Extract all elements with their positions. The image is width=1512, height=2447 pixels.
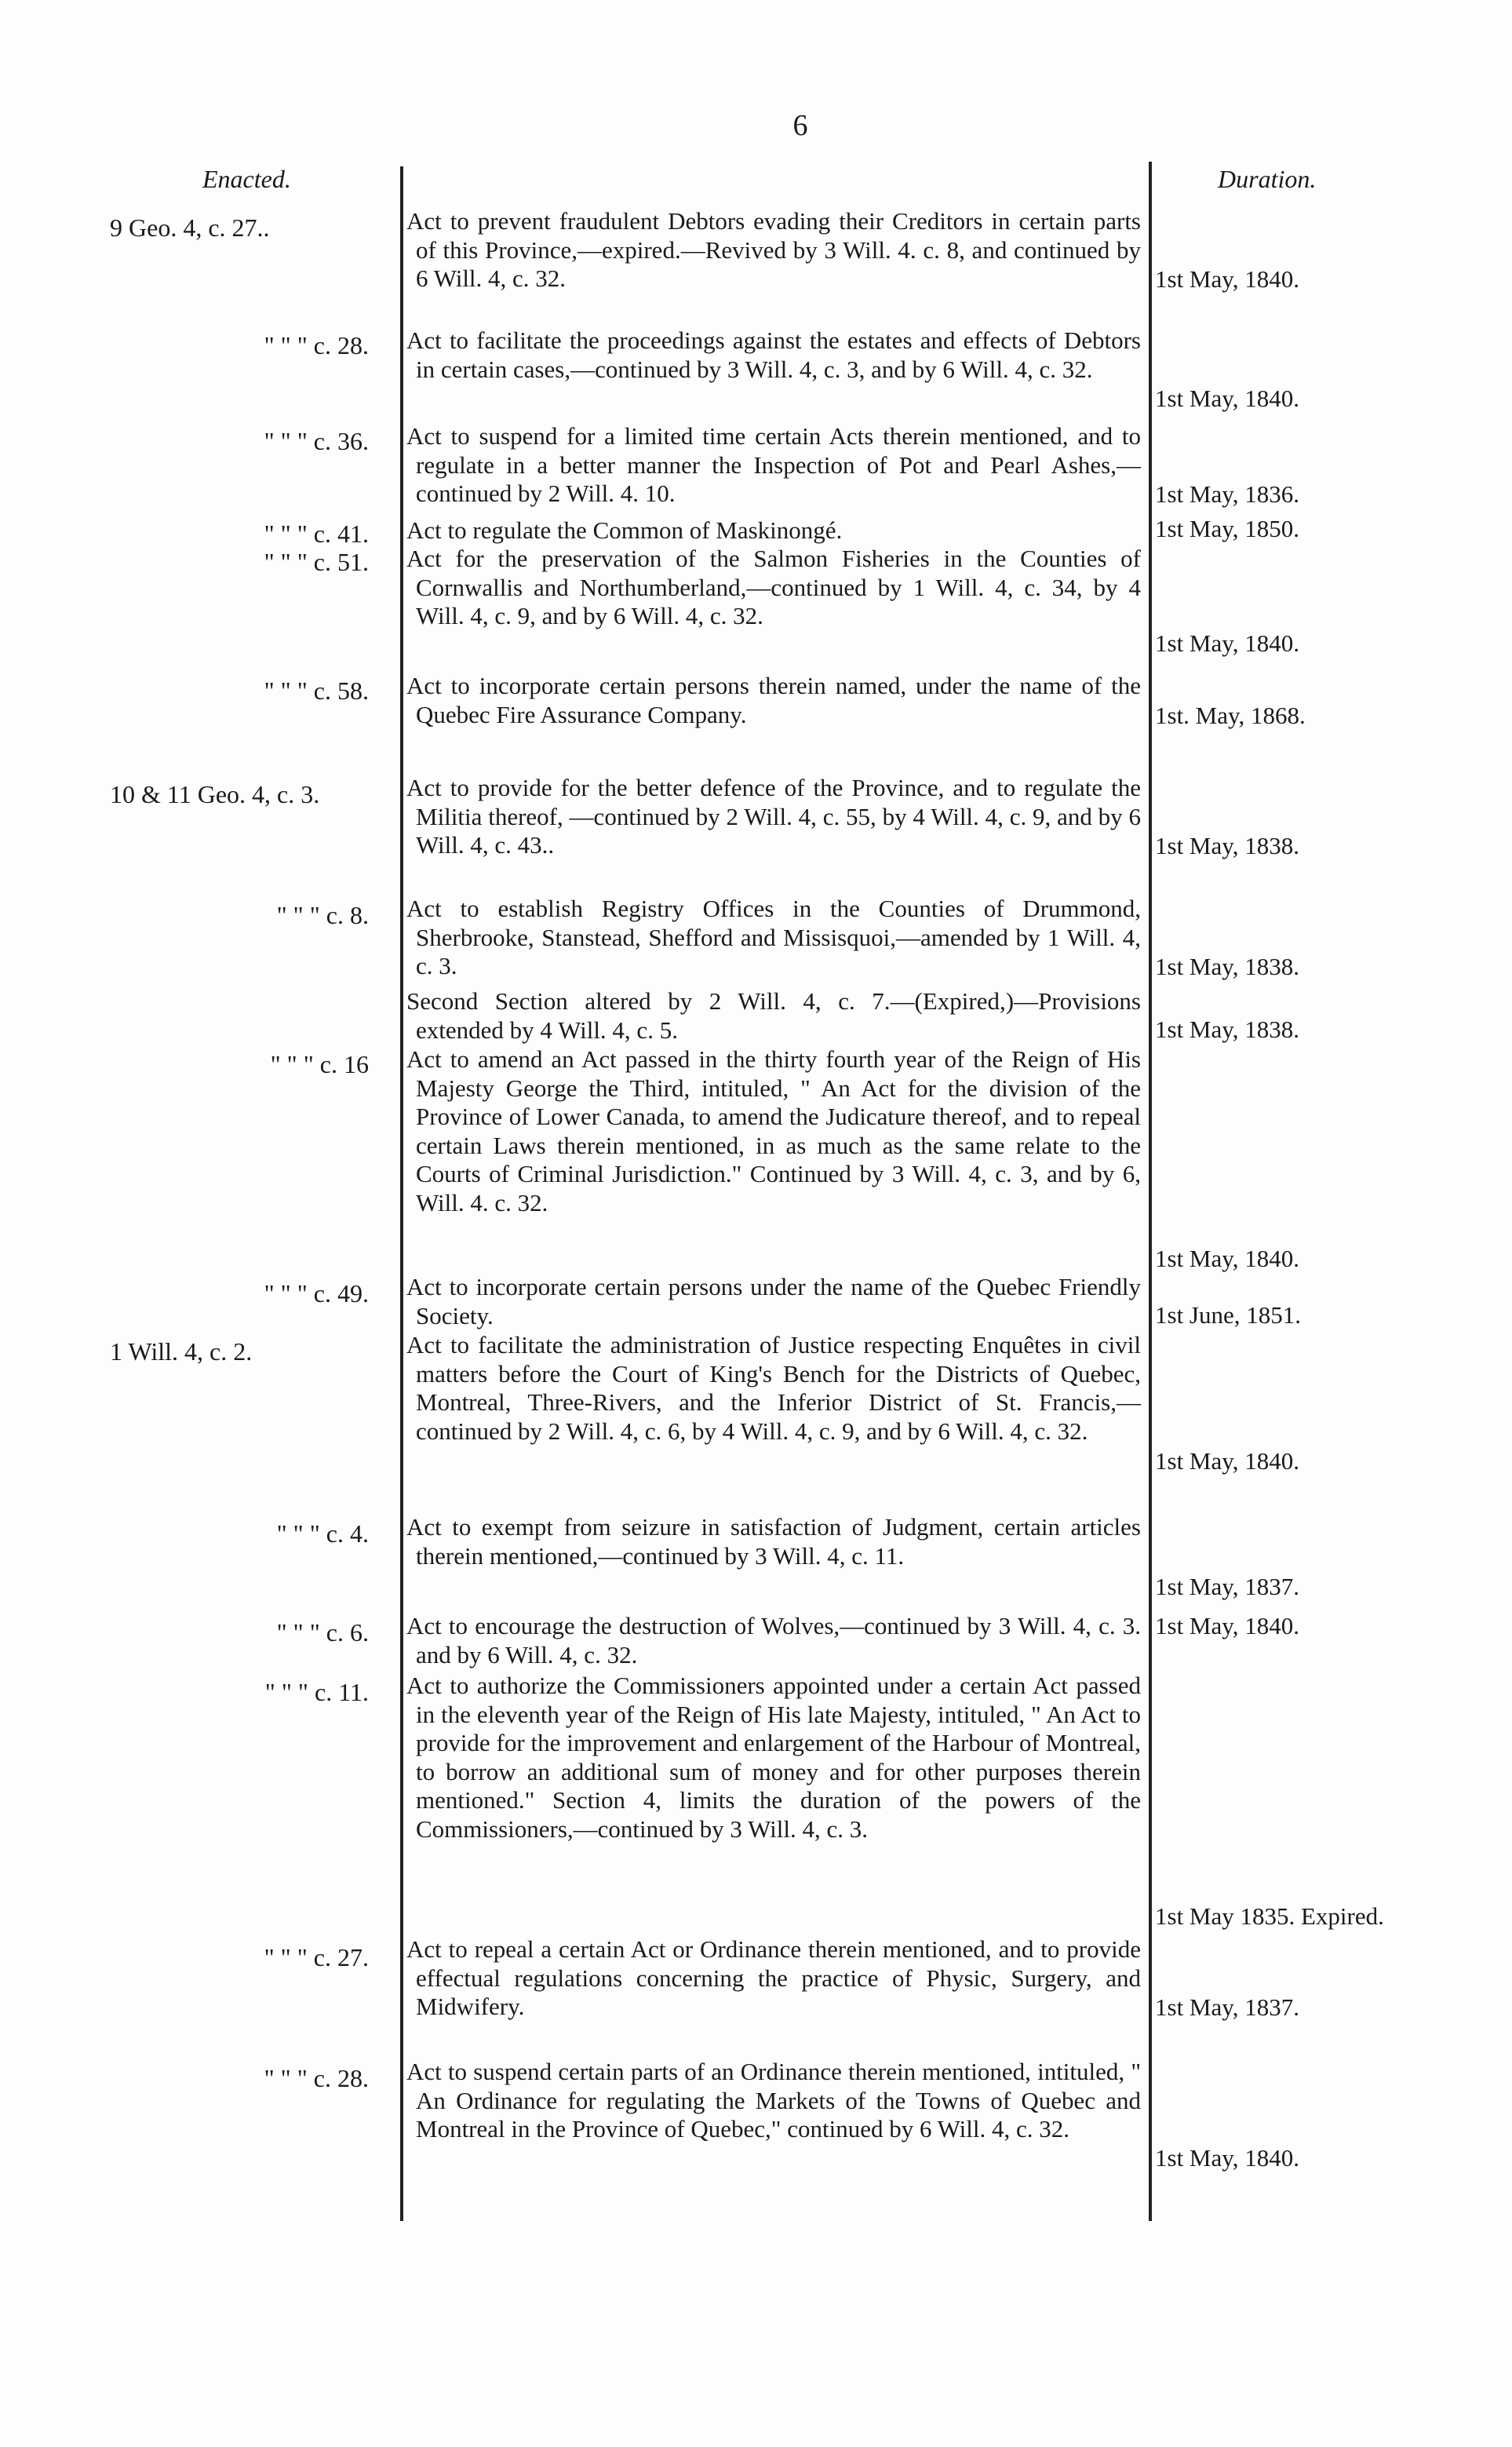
act-title: Act to provide for the better defence of the Province, and to regulate the Militia thereof, —continued by 2 Will. 4, c. 55, by 4 Will. 4, c. 9, and by 6 Will. 4, c. 43.. [406, 774, 1141, 859]
act-title: Act to exempt from seizure in satisfaction of Judgment, certain articles therein mentioned,—continued by 3 Will. 4, c. 11. [406, 1513, 1141, 1570]
duration-date: 1st May, 1840. [1155, 385, 1299, 412]
enacted-reference: " " " c. 41. [264, 520, 369, 548]
enacted-reference: " " " c. 36. [264, 427, 369, 455]
duration-date: 1st May, 1840. [1155, 1612, 1299, 1639]
enacted-reference: 9 Geo. 4, c. 27.. [110, 213, 270, 242]
duration-date: 1st May, 1840. [1155, 629, 1299, 657]
enacted-reference: " " " c. 51. [264, 548, 369, 576]
act-title: Act to incorporate certain persons therein named, under the name of the Quebec Fire Assurance Company. [406, 672, 1141, 728]
duration-date: 1st June, 1851. [1155, 1301, 1301, 1329]
enacted-column-header: Enacted. [202, 165, 291, 193]
act-title: Act to amend an Act passed in the thirty fourth year of the Reign of His Majesty George the Third, intituled, " An Act for the division of the Province of Lower Canada, to amend the Judicature thereof, and to repeal certain Laws therein mentioned, in as much as the same relate to the Courts of Criminal Jurisdiction." Continued by 3 Will. 4, c. 3, and by 6, Will. 4. c. 32. [406, 1045, 1141, 1216]
duration-date: 1st May, 1838. [1155, 1016, 1299, 1043]
enacted-reference: " " " c. 6. [276, 1618, 369, 1647]
duration-date: 1st May, 1840. [1155, 1245, 1299, 1272]
act-title: Act for the preservation of the Salmon Fisheries in the Counties of Cornwallis and Northumberland,—continued by 1 Will. 4, c. 34, by 4 Will. 4, c. 9, and by 6 Will. 4, c. 32. [406, 545, 1141, 629]
enacted-reference: " " " c. 28. [264, 2064, 369, 2092]
enacted-reference: 10 & 11 Geo. 4, c. 3. [110, 780, 320, 808]
duration-date: 1st. May, 1868. [1155, 702, 1306, 729]
enacted-reference: " " " c. 4. [276, 1519, 369, 1548]
duration-date: 1st May, 1840. [1155, 1447, 1299, 1475]
duration-date: 1st May, 1837. [1155, 1573, 1299, 1600]
enacted-reference: 1 Will. 4, c. 2. [110, 1337, 253, 1366]
enacted-reference: " " " c. 28. [264, 331, 369, 359]
duration-date: 1st May 1835. Expired. [1155, 1902, 1384, 1930]
enacted-reference: " " " c. 58. [264, 676, 369, 705]
enacted-reference: " " " c. 27. [264, 1943, 369, 1971]
act-title: Act to establish Registry Offices in the Counties of Drummond, Sherbrooke, Stanstead, Shefford and Missisquoi,—amended by 1 Will. 4, c. 3. [406, 895, 1141, 979]
enacted-reference: " " " c. 16 [270, 1050, 369, 1078]
duration-date: 1st May, 1838. [1155, 832, 1299, 859]
act-title: Act to incorporate certain persons under the name of the Quebec Friendly Society. [406, 1273, 1141, 1329]
duration-date: 1st May, 1837. [1155, 1993, 1299, 2021]
duration-date: 1st May, 1840. [1155, 2144, 1299, 2172]
enacted-reference: " " " c. 11. [264, 1678, 369, 1706]
act-title: Act to repeal a certain Act or Ordinance therein mentioned, and to provide effectual regulations concerning the practice of Physic, Surgery, and Midwifery. [406, 1935, 1141, 2020]
enacted-reference: " " " c. 8. [276, 901, 369, 929]
duration-date: 1st May, 1840. [1155, 265, 1299, 293]
act-title: Act to regulate the Common of Maskinongé. [406, 516, 843, 544]
act-title: Act to authorize the Commissioners appointed under a certain Act passed in the eleventh year of the Reign of His late Majesty, intituled, " An Act to provide for the improvement and enlargement of the Harbour of Montreal, to borrow an additional sum of money and for other purposes therein mentioned." Section 4, limits the duration of the powers of the Commissioners,—continued by 3 Will. 4, c. 3. [406, 1672, 1141, 1843]
duration-date: 1st May, 1850. [1155, 515, 1299, 542]
duration-date: 1st May, 1836. [1155, 480, 1299, 508]
act-title: Act to facilitate the administration of Justice respecting Enquêtes in civil matters before the Court of King's Bench for the Districts of Quebec, Montreal, Three-Rivers, and the Inferior District of St. Francis,—continued by 2 Will. 4, c. 6, by 4 Will. 4, c. 9, and by 6 Will. 4, c. 32. [406, 1331, 1141, 1445]
duration-date: 1st May, 1838. [1155, 953, 1299, 980]
duration-column-header: Duration. [1218, 165, 1317, 193]
act-title: Act to facilitate the proceedings against the estates and effects of Debtors in certain cases,—continued by 3 Will. 4, c. 3, and by 6 Will. 4, c. 32. [406, 326, 1141, 383]
page-number: 6 [792, 109, 808, 142]
act-title: Second Section altered by 2 Will. 4, c. 7.—(Expired,)—Provisions extended by 4 Will. 4, c. 5. [406, 987, 1141, 1044]
act-title: Act to suspend for a limited time certain Acts therein mentioned, and to regulate in a better manner the Inspection of Pot and Pearl Ashes,—continued by 2 Will. 4. 10. [406, 422, 1141, 507]
act-title: Act to encourage the destruction of Wolves,—continued by 3 Will. 4, c. 3. and by 6 Will. 4, c. 32. [406, 1612, 1141, 1668]
enacted-reference: " " " c. 49. [264, 1279, 369, 1307]
act-title: Act to prevent fraudulent Debtors evading their Creditors in certain parts of this Province,—expired.—Revived by 3 Will. 4. c. 8, and continued by 6 Will. 4, c. 32. [406, 207, 1141, 292]
act-title: Act to suspend certain parts of an Ordinance therein mentioned, intituled, " An Ordinance for regulating the Markets of the Towns of Quebec and Montreal in the Province of Quebec," continued by 6 Will. 4, c. 32. [406, 2058, 1141, 2142]
